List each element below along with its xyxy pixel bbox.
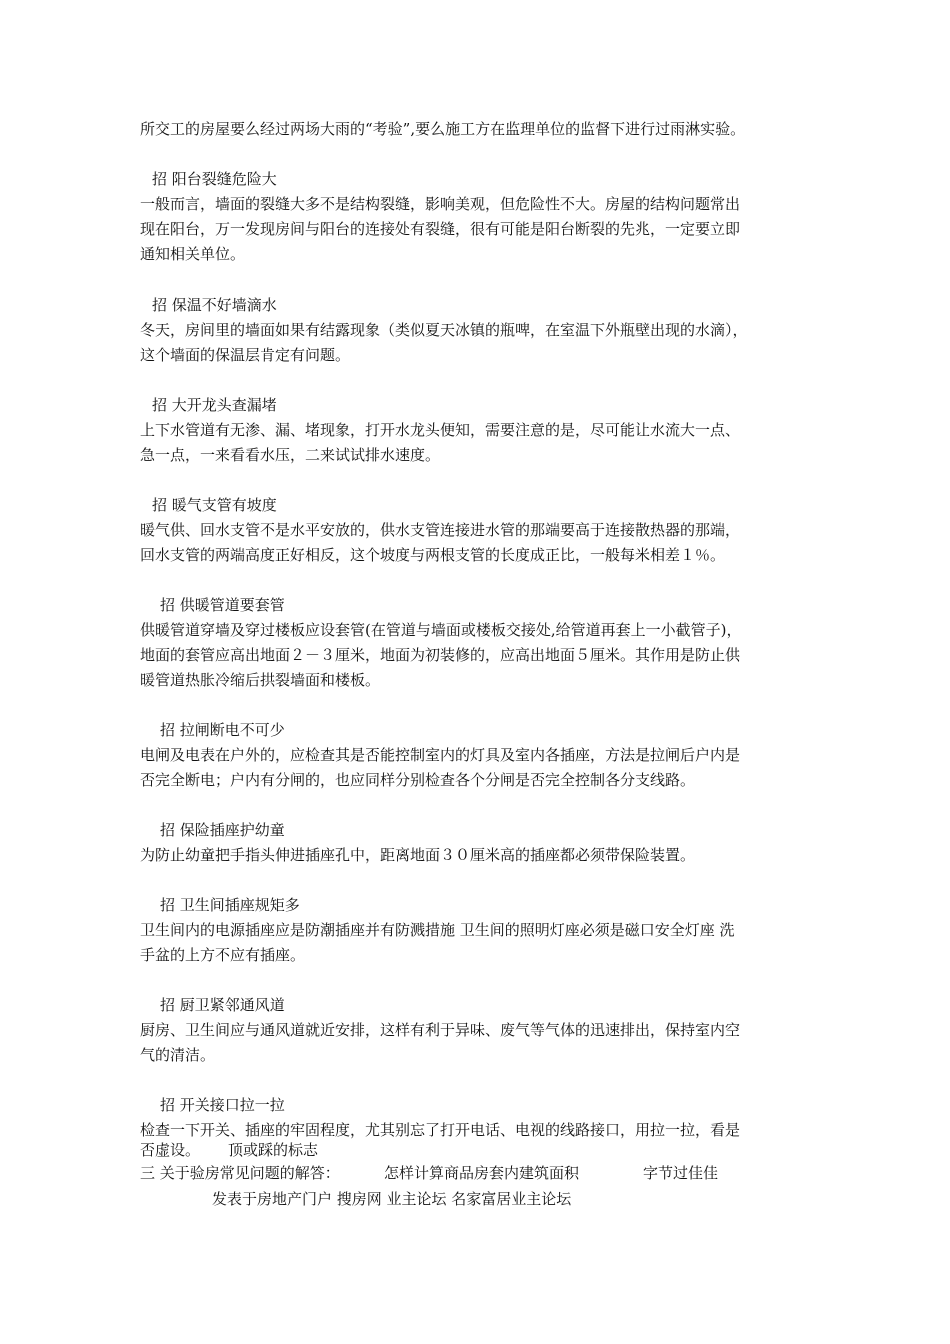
section-line: 暖气供、回水支管不是水平安放的，供水支管连接进水管的那端要高于连接散热器的那端， xyxy=(140,521,741,539)
section-line: 气的清洁。 xyxy=(140,1046,216,1064)
section-line: 否虚设。 xyxy=(140,1141,201,1159)
section-heading-heating-slope: 招 暖气支管有坡度 xyxy=(152,496,277,514)
intro-line: 所交工的房屋要么经过两场大雨的“考验”,要么施工方在监理单位的监督下进行过雨淋实验。 xyxy=(140,120,746,138)
section-heading-heating-sleeve: 招 供暖管道要套管 xyxy=(160,596,285,614)
section-line: 一般而言，墙面的裂缝大多不是结构裂缝，影响美观，但危险性不大。房屋的结构问题常出 xyxy=(140,195,741,213)
section-line: 供暖管道穿墙及穿过楼板应设套管(在管道与墙面或楼板交接处,给管道再套上一小截管子)， xyxy=(140,621,742,639)
section-line: 上下水管道有无渗、漏、堵现象，打开水龙头便知，需要注意的是，尽可能让水流大一点、 xyxy=(140,421,741,439)
section-heading-bathroom-socket: 招 卫生间插座规矩多 xyxy=(160,896,300,914)
section-heading-insulation: 招 保温不好墙滴水 xyxy=(152,296,277,314)
section-line: 通知相关单位。 xyxy=(140,245,246,263)
section-line: 电闸及电表在户外的，应检查其是否能控制室内的灯具及室内各插座，方法是拉闸后户内是 xyxy=(140,746,741,764)
source-line: 发表于房地产门户 搜房网 业主论坛 名家富居业主论坛 xyxy=(212,1190,572,1208)
section-line: 急一点，一来看看水压，二来试试排水速度。 xyxy=(140,446,441,464)
author-name: 字节过佳佳 xyxy=(643,1164,719,1182)
section-heading-faucet-check: 招 大开龙头查漏堵 xyxy=(152,396,277,414)
tail-fragment: 顶或踩的标志 xyxy=(228,1141,319,1159)
section-line: 厨房、卫生间应与通风道就近安排，这样有利于异味、废气等气体的迅速排出，保持室内空 xyxy=(140,1021,741,1039)
section-line: 否完全断电；户内有分闸的，也应同样分别检查各个分闸是否完全控制各分支线路。 xyxy=(140,771,696,789)
section-line: 冬天，房间里的墙面如果有结露现象（类似夏天冰镇的瓶啤，在室温下外瓶壁出现的水滴）， xyxy=(140,321,748,339)
section-line: 为防止幼童把手指头伸进插座孔中，距离地面３０厘米高的插座都必须带保险装置。 xyxy=(140,846,696,864)
faq-heading: 三 关于验房常见问题的解答： xyxy=(140,1164,340,1182)
faq-link-area-calc[interactable]: 怎样计算商品房套内建筑面积 xyxy=(384,1164,580,1182)
section-heading-ventilation: 招 厨卫紧邻通风道 xyxy=(160,996,285,1014)
section-line: 地面的套管应高出地面２－３厘米，地面为初装修的，应高出地面５厘米。其作用是防止供 xyxy=(140,646,741,664)
section-heading-switch-check: 招 开关接口拉一拉 xyxy=(160,1096,285,1114)
section-heading-safety-socket: 招 保险插座护幼童 xyxy=(160,821,285,839)
section-line: 检查一下开关、插座的牢固程度，尤其别忘了打开电话、电视的线路接口，用拉一拉，看是 xyxy=(140,1121,741,1139)
section-line: 卫生间内的电源插座应是防潮插座并有防溅措施 卫生间的照明灯座必须是磁口安全灯座 洗 xyxy=(140,921,735,939)
section-line: 回水支管的两端高度正好相反，这个坡度与两根支管的长度成正比，一般每米相差１％。 xyxy=(140,546,726,564)
section-line: 手盆的上方不应有插座。 xyxy=(140,946,306,964)
section-heading-power-switch: 招 拉闸断电不可少 xyxy=(160,721,285,739)
section-line: 现在阳台，万一发现房间与阳台的连接处有裂缝，很有可能是阳台断裂的先兆，一定要立即 xyxy=(140,220,741,238)
section-line: 暖管道热胀冷缩后拱裂墙面和楼板。 xyxy=(140,671,381,689)
section-heading-balcony-cracks: 招 阳台裂缝危险大 xyxy=(152,170,277,188)
section-line: 这个墙面的保温层肯定有问题。 xyxy=(140,346,351,364)
